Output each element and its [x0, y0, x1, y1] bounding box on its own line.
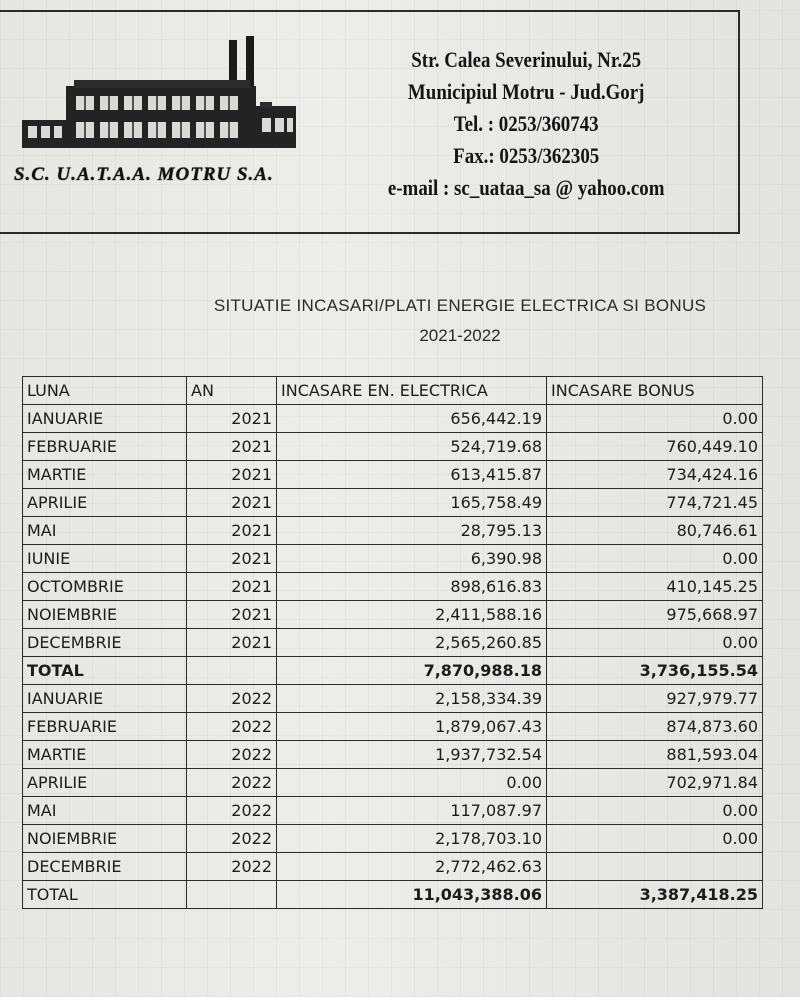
cell-electrica: 6,390.98: [277, 545, 547, 573]
contact-block: [380, 44, 672, 204]
factory-icon: [14, 36, 314, 166]
cell-electrica: 0.00: [277, 769, 547, 797]
cell-bonus: 702,971.84: [547, 769, 763, 797]
table-row: [23, 713, 763, 741]
cell-luna: MAI: [23, 517, 187, 545]
cell-bonus: 760,449.10: [547, 433, 763, 461]
cell-an: 2021: [187, 405, 277, 433]
document-title: SITUATIE INCASARI/PLATI ENERGIE ELECTRICA SI BONUS: [213, 296, 707, 315]
cell-luna: TOTAL: [23, 881, 187, 909]
cell-bonus: 410,145.25: [547, 573, 763, 601]
header-electrica: INCASARE EN. ELECTRICA: [277, 377, 547, 405]
cell-bonus: 975,668.97: [547, 601, 763, 629]
cell-an: 2021: [187, 489, 277, 517]
cell-luna: APRILIE: [23, 769, 187, 797]
cell-luna: MARTIE: [23, 741, 187, 769]
header-an: AN: [187, 377, 277, 405]
cell-luna: FEBRUARIE: [23, 433, 187, 461]
cell-bonus: 0.00: [547, 545, 763, 573]
header-bonus: INCASARE BONUS: [547, 377, 763, 405]
table-header-row: [23, 377, 763, 405]
cell-an: 2021: [187, 433, 277, 461]
cell-luna: MARTIE: [23, 461, 187, 489]
cell-an: [187, 881, 277, 909]
cell-electrica: 524,719.68: [277, 433, 547, 461]
document-period: 2021-2022: [419, 326, 501, 345]
cell-an: 2021: [187, 629, 277, 657]
cell-electrica: 1,879,067.43: [277, 713, 547, 741]
cell-bonus: 734,424.16: [547, 461, 763, 489]
table-row: [23, 685, 763, 713]
table-row: [23, 545, 763, 573]
payments-table: [22, 376, 763, 909]
table-row: [23, 825, 763, 853]
company-logo-text: S.C. U.A.T.A.A. MOTRU S.A.: [14, 164, 274, 185]
cell-electrica: 2,772,462.63: [277, 853, 547, 881]
total-row: [23, 657, 763, 685]
cell-an: 2021: [187, 573, 277, 601]
table-row: [23, 405, 763, 433]
cell-luna: IANUARIE: [23, 685, 187, 713]
cell-luna: MAI: [23, 797, 187, 825]
cell-luna: OCTOMBRIE: [23, 573, 187, 601]
cell-bonus: 80,746.61: [547, 517, 763, 545]
cell-luna: IANUARIE: [23, 405, 187, 433]
table-body: [23, 405, 763, 909]
company-logo: [14, 36, 324, 196]
cell-electrica: 2,158,334.39: [277, 685, 547, 713]
cell-an: 2021: [187, 517, 277, 545]
cell-an: 2022: [187, 713, 277, 741]
cell-an: 2022: [187, 853, 277, 881]
address-line: Str. Calea Severinului, Nr.25: [411, 47, 642, 72]
table-row: [23, 741, 763, 769]
cell-electrica: 2,411,588.16: [277, 601, 547, 629]
total-row: [23, 881, 763, 909]
cell-an: 2022: [187, 769, 277, 797]
header-luna: LUNA: [23, 377, 187, 405]
cell-an: 2022: [187, 825, 277, 853]
cell-bonus: 0.00: [547, 825, 763, 853]
cell-electrica: 613,415.87: [277, 461, 547, 489]
cell-luna: IUNIE: [23, 545, 187, 573]
cell-bonus: 881,593.04: [547, 741, 763, 769]
table-row: [23, 461, 763, 489]
table-row: [23, 601, 763, 629]
cell-electrica: 7,870,988.18: [277, 657, 547, 685]
cell-an: 2021: [187, 601, 277, 629]
table-row: [23, 853, 763, 881]
table-row: [23, 489, 763, 517]
cell-luna: FEBRUARIE: [23, 713, 187, 741]
cell-bonus: 927,979.77: [547, 685, 763, 713]
cell-luna: TOTAL: [23, 657, 187, 685]
cell-electrica: 656,442.19: [277, 405, 547, 433]
cell-bonus: 874,873.60: [547, 713, 763, 741]
city-line: Municipiul Motru - Jud.Gorj: [407, 79, 645, 104]
cell-electrica: 11,043,388.06: [277, 881, 547, 909]
fax-line: Fax.: 0253/362305: [453, 143, 600, 168]
table-row: [23, 769, 763, 797]
cell-luna: DECEMBRIE: [23, 629, 187, 657]
table-row: [23, 629, 763, 657]
email-line: e-mail : sc_uataa_sa @ yahoo.com: [387, 175, 665, 200]
cell-luna: DECEMBRIE: [23, 853, 187, 881]
cell-an: 2021: [187, 545, 277, 573]
cell-bonus: [547, 853, 763, 881]
cell-bonus: 0.00: [547, 797, 763, 825]
cell-bonus: 0.00: [547, 405, 763, 433]
cell-luna: NOIEMBRIE: [23, 601, 187, 629]
cell-bonus: 3,736,155.54: [547, 657, 763, 685]
cell-luna: NOIEMBRIE: [23, 825, 187, 853]
cell-an: 2022: [187, 685, 277, 713]
cell-electrica: 1,937,732.54: [277, 741, 547, 769]
cell-electrica: 28,795.13: [277, 517, 547, 545]
table-row: [23, 517, 763, 545]
cell-electrica: 898,616.83: [277, 573, 547, 601]
cell-an: 2021: [187, 461, 277, 489]
letterhead-box: [0, 10, 740, 234]
table-row: [23, 433, 763, 461]
cell-an: 2022: [187, 797, 277, 825]
table-row: [23, 797, 763, 825]
cell-an: [187, 657, 277, 685]
cell-bonus: 3,387,418.25: [547, 881, 763, 909]
cell-bonus: 0.00: [547, 629, 763, 657]
table-row: [23, 573, 763, 601]
cell-luna: APRILIE: [23, 489, 187, 517]
cell-electrica: 165,758.49: [277, 489, 547, 517]
cell-electrica: 117,087.97: [277, 797, 547, 825]
phone-line: Tel. : 0253/360743: [453, 111, 599, 136]
cell-an: 2022: [187, 741, 277, 769]
cell-electrica: 2,565,260.85: [277, 629, 547, 657]
cell-electrica: 2,178,703.10: [277, 825, 547, 853]
cell-bonus: 774,721.45: [547, 489, 763, 517]
